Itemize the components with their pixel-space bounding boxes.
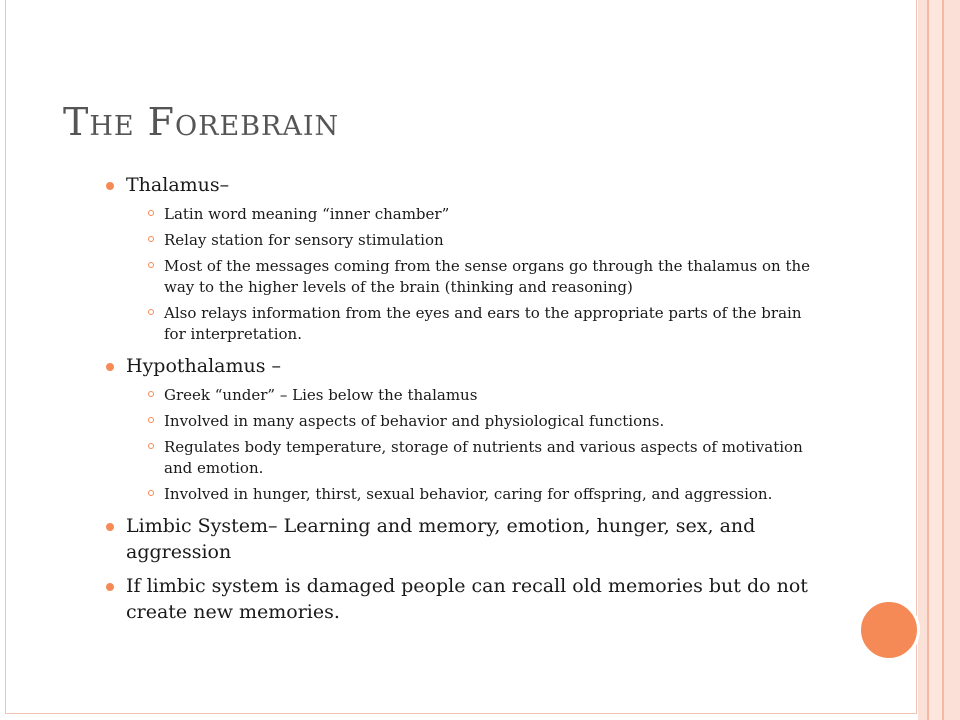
bullet-item (106, 573, 826, 625)
bullet-icon (106, 182, 114, 190)
decorative-stripe (944, 0, 960, 720)
sub-bullet-item (148, 256, 826, 298)
sub-bullet-text: Most of the messages coming from the sense organs go through the thalamus on the way to the higher levels of the brain (thinking and reasoning) (164, 257, 811, 296)
sub-bullet-list (148, 385, 826, 505)
sub-bullet-item (148, 303, 826, 345)
sub-bullet-item (148, 385, 826, 406)
sub-bullet-item (148, 230, 826, 251)
sub-bullet-icon (148, 309, 154, 315)
sub-bullet-text: Greek “under” – Lies below the thalamus (164, 386, 478, 404)
sub-bullet-icon (148, 443, 154, 449)
sub-bullet-icon (148, 262, 154, 268)
sub-bullet-text: Latin word meaning “inner chamber” (164, 205, 450, 223)
sub-bullet-item (148, 204, 826, 225)
bullet-item (106, 172, 826, 345)
decorative-circle (858, 599, 920, 661)
bullet-list (106, 172, 826, 625)
sub-bullet-text: Involved in many aspects of behavior and physiological functions. (164, 412, 665, 430)
sub-bullet-icon (148, 417, 154, 423)
bullet-item (106, 513, 826, 565)
bullet-icon (106, 583, 114, 591)
bullet-text: Hypothalamus – (126, 355, 282, 377)
bullet-text: Limbic System– Learning and memory, emotion, hunger, sex, and aggression (126, 515, 756, 563)
bullet-text: If limbic system is damaged people can recall old memories but do not create new memories. (126, 575, 808, 623)
bullet-item (106, 353, 826, 505)
sub-bullet-text: Also relays information from the eyes and ears to the appropriate parts of the brain for interpretation. (164, 304, 802, 343)
bullet-text: Thalamus– (126, 174, 230, 196)
sub-bullet-text: Relay station for sensory stimulation (164, 231, 444, 249)
sub-bullet-icon (148, 391, 154, 397)
sub-bullet-list (148, 204, 826, 345)
sub-bullet-icon (148, 236, 154, 242)
sub-bullet-item (148, 484, 826, 505)
sub-bullet-item (148, 411, 826, 432)
decorative-stripe (929, 0, 942, 720)
bullet-icon (106, 363, 114, 371)
slide-title: The Forebrain (63, 100, 340, 144)
sub-bullet-text: Involved in hunger, thirst, sexual behavior, caring for offspring, and aggression. (164, 485, 773, 503)
slide-content (106, 172, 826, 633)
sub-bullet-item (148, 437, 826, 479)
sub-bullet-icon (148, 210, 154, 216)
sub-bullet-icon (148, 490, 154, 496)
bullet-icon (106, 523, 114, 531)
sub-bullet-text: Regulates body temperature, storage of nutrients and various aspects of motivation and emotion. (164, 438, 803, 477)
decorative-stripe (918, 0, 927, 720)
